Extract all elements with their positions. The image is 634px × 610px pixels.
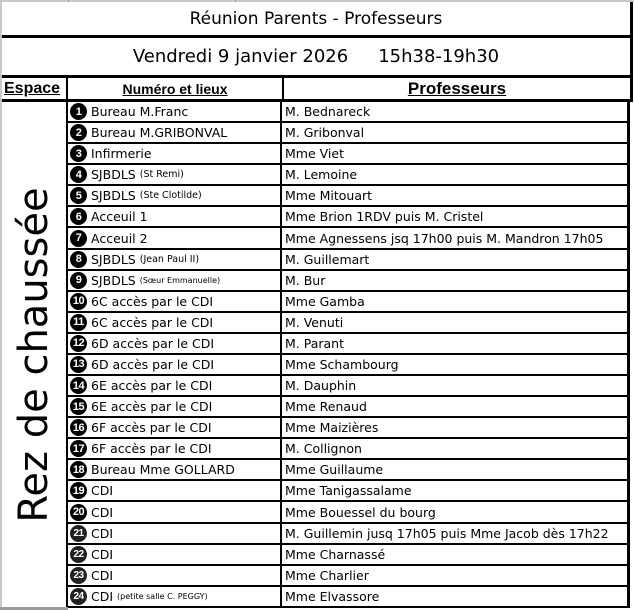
- location-cell: [68, 207, 282, 228]
- number-badge-icon: 23: [70, 567, 87, 584]
- table-row: [68, 502, 633, 523]
- number-badge-icon: 16: [70, 419, 87, 436]
- header-lieux: Numéro et lieux: [68, 78, 284, 102]
- professor-cell: Mme Charlier: [282, 566, 630, 587]
- location-detail: (St Remi): [139, 169, 184, 181]
- location-cell: [68, 144, 282, 165]
- table-row: [68, 123, 633, 144]
- location-cell: [68, 587, 282, 608]
- professor-cell: Mme Renaud: [282, 397, 630, 418]
- location-cell: [68, 355, 282, 376]
- location-name: SJBDLS: [91, 272, 136, 288]
- location-name: 6F accès par le CDI: [91, 441, 212, 457]
- location-cell: [68, 376, 282, 397]
- number-badge-icon: 6: [70, 208, 87, 225]
- table-row: [68, 271, 633, 292]
- table-row: [68, 545, 633, 566]
- location-cell: [68, 481, 282, 502]
- date-row: [2, 38, 633, 78]
- location-cell: [68, 292, 282, 313]
- location-name: CDI: [91, 483, 114, 499]
- table-row: [68, 207, 633, 228]
- location-detail: (Ste Clotilde): [139, 190, 202, 202]
- location-name: Infirmerie: [91, 146, 152, 162]
- header-espace: Espace: [2, 78, 68, 102]
- table-row: [68, 566, 633, 587]
- number-badge-icon: 21: [70, 525, 87, 542]
- number-badge-icon: 24: [70, 588, 87, 605]
- location-cell: [68, 397, 282, 418]
- number-badge-icon: 3: [70, 145, 87, 162]
- date-hours: 15h38-19h30: [378, 46, 500, 67]
- location-name: 6E accès par le CDI: [91, 378, 213, 394]
- espace-cell: [2, 102, 68, 608]
- number-badge-icon: 7: [70, 230, 87, 247]
- table-row: [68, 524, 633, 545]
- professor-cell: Mme Gamba: [282, 292, 630, 313]
- table-row: [68, 355, 633, 376]
- header-professeurs: Professeurs: [284, 78, 633, 102]
- table-row: [68, 102, 633, 123]
- number-badge-icon: 11: [70, 314, 87, 331]
- table-row: [68, 376, 633, 397]
- professor-cell: M. Lemoine: [282, 165, 630, 186]
- number-badge-icon: 8: [70, 251, 87, 268]
- location-name: 6C accès par le CDI: [91, 293, 214, 309]
- location-name: CDI: [91, 546, 114, 562]
- number-badge-icon: 9: [70, 272, 87, 289]
- location-name: SJBDLS: [91, 188, 136, 204]
- location-cell: [68, 313, 282, 334]
- table-row: [68, 165, 633, 186]
- number-badge-icon: 20: [70, 504, 87, 521]
- location-cell: [68, 460, 282, 481]
- number-badge-icon: 2: [70, 124, 87, 141]
- location-cell: [68, 524, 282, 545]
- location-name: CDI: [91, 504, 114, 520]
- location-name: Acceuil 1: [91, 209, 148, 225]
- number-badge-icon: 13: [70, 356, 87, 373]
- table-row: [68, 481, 633, 502]
- number-badge-icon: 15: [70, 398, 87, 415]
- table-row: [68, 228, 633, 249]
- number-badge-icon: 18: [70, 461, 87, 478]
- location-cell: [68, 102, 282, 123]
- location-cell: [68, 186, 282, 207]
- location-cell: [68, 545, 282, 566]
- professor-cell: Mme Charnassé: [282, 545, 630, 566]
- table-row: [68, 397, 633, 418]
- professor-cell: Mme Bouessel du bourg: [282, 502, 630, 523]
- number-badge-icon: 14: [70, 377, 87, 394]
- location-cell: [68, 271, 282, 292]
- professor-cell: M. Parant: [282, 334, 630, 355]
- location-name: Bureau M.GRIBONVAL: [91, 125, 228, 141]
- table-row: [68, 186, 633, 207]
- location-name: Bureau M.Franc: [91, 104, 189, 120]
- location-cell: [68, 228, 282, 249]
- professor-cell: M. Dauphin: [282, 376, 630, 397]
- professor-cell: Mme Mitouart: [282, 186, 630, 207]
- location-name: 6D accès par le CDI: [91, 335, 215, 351]
- professor-cell: M. Guillemin jusq 17h05 puis Mme Jacob dès 17h22: [282, 524, 630, 545]
- number-badge-icon: 5: [70, 187, 87, 204]
- location-cell: [68, 502, 282, 523]
- date-day: Vendredi 9 janvier 2026: [132, 46, 349, 67]
- location-name: CDI: [91, 567, 114, 583]
- location-cell: [68, 165, 282, 186]
- professor-cell: Mme Elvassore: [282, 587, 630, 608]
- location-name: SJBDLS: [91, 251, 136, 267]
- location-name: 6C accès par le CDI: [91, 314, 214, 330]
- professor-cell: M. Gribonval: [282, 123, 630, 144]
- location-name: 6E accès par le CDI: [91, 399, 213, 415]
- page-title: Réunion Parents - Professeurs: [2, 2, 633, 38]
- table-row: [68, 334, 633, 355]
- location-detail: (Jean Paul II): [139, 253, 200, 265]
- location-cell: [68, 334, 282, 355]
- professor-cell: M. Bednareck: [282, 102, 630, 123]
- professor-cell: Mme Tanigassalame: [282, 481, 630, 502]
- professor-cell: Mme Maizières: [282, 418, 630, 439]
- location-name: 6F accès par le CDI: [91, 420, 212, 436]
- professor-cell: Mme Schambourg: [282, 355, 630, 376]
- table-row: [68, 587, 633, 608]
- table-row: [68, 460, 633, 481]
- professor-cell: Mme Agnessens jsq 17h00 puis M. Mandron 17h05: [282, 228, 630, 249]
- table-row: [68, 144, 633, 165]
- professor-cell: M. Bur: [282, 271, 630, 292]
- location-cell: [68, 418, 282, 439]
- table-row: [68, 439, 633, 460]
- professor-cell: M. Guillemart: [282, 250, 630, 271]
- location-detail: (Sœur Emmanuelle): [139, 275, 221, 285]
- table-row: [68, 418, 633, 439]
- professor-cell: M. Collignon: [282, 439, 630, 460]
- professor-cell: M. Venuti: [282, 313, 630, 334]
- location-detail: (petite salle C. PEGGY): [117, 591, 208, 601]
- table-row: [68, 250, 633, 271]
- location-cell: [68, 439, 282, 460]
- location-name: SJBDLS: [91, 167, 136, 183]
- number-badge-icon: 17: [70, 440, 87, 457]
- number-badge-icon: 19: [70, 482, 87, 499]
- location-cell: [68, 250, 282, 271]
- table-row: [68, 292, 633, 313]
- number-badge-icon: 10: [70, 293, 87, 310]
- professor-cell: Mme Viet: [282, 144, 630, 165]
- number-badge-icon: 4: [70, 166, 87, 183]
- professor-cell: Mme Brion 1RDV puis M. Cristel: [282, 207, 630, 228]
- table-row: [68, 313, 633, 334]
- table-body: [68, 102, 633, 608]
- location-name: Acceuil 2: [91, 230, 148, 246]
- location-cell: [68, 123, 282, 144]
- location-name: CDI: [91, 588, 114, 604]
- number-badge-icon: 22: [70, 546, 87, 563]
- number-badge-icon: 1: [70, 103, 87, 120]
- number-badge-icon: 12: [70, 335, 87, 352]
- location-name: Bureau Mme GOLLARD: [91, 462, 235, 478]
- professor-cell: Mme Guillaume: [282, 460, 630, 481]
- location-name: CDI: [91, 525, 114, 541]
- location-name: 6D accès par le CDI: [91, 356, 215, 372]
- espace-label: Rez de chaussée: [11, 187, 57, 523]
- location-cell: [68, 566, 282, 587]
